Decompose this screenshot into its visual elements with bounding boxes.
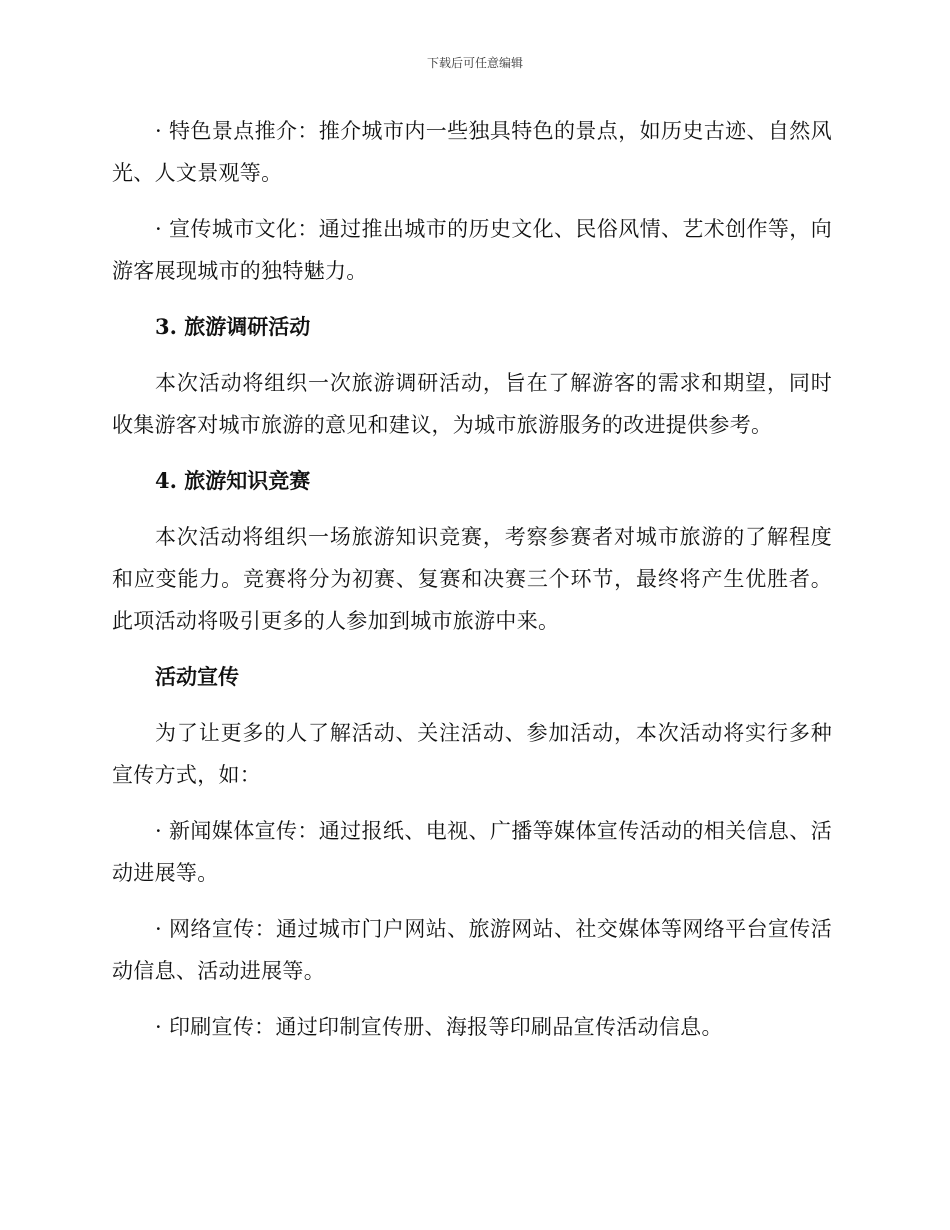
bullet-print: · 印刷宣传：通过印制宣传册、海报等印刷品宣传活动信息。 — [155, 1015, 723, 1039]
document-body — [112, 110, 832, 1062]
section-heading-quiz: 4. 旅游知识竞赛 — [155, 468, 311, 493]
paragraph-quiz: 本次活动将组织一场旅游知识竞赛，考察参赛者对城市旅游的了解程度和应变能力。竞赛将分为初赛、复赛和决赛三个环节，最终将产生优胜者。此项活动将吸引更多的人参加到城市旅游中来。 — [112, 525, 832, 633]
paragraph-promotion-intro: 为了让更多的人了解活动、关注活动、参加活动，本次活动将实行多种宣传方式，如： — [112, 721, 832, 787]
section-heading-survey: 3. 旅游调研活动 — [155, 314, 311, 339]
bullet-city-culture: · 宣传城市文化：通过推出城市的历史文化、民俗风情、艺术创作等，向游客展现城市的独特魅力。 — [112, 217, 832, 283]
page-header: 下载后可任意编辑 — [426, 56, 523, 70]
bullet-news-media: · 新闻媒体宣传：通过报纸、电视、广播等媒体宣传活动的相关信息、活动进展等。 — [112, 819, 832, 885]
section-heading-promotion: 活动宣传 — [155, 664, 239, 689]
bullet-featured-attractions: · 特色景点推介：推介城市内一些独具特色的景点，如历史古迹、自然风光、人文景观等。 — [112, 119, 832, 185]
paragraph-survey: 本次活动将组织一次旅游调研活动，旨在了解游客的需求和期望，同时收集游客对城市旅游的意见和建议，为城市旅游服务的改进提供参考。 — [112, 371, 832, 437]
bullet-online: · 网络宣传：通过城市门户网站、旅游网站、社交媒体等网络平台宣传活动信息、活动进展等。 — [112, 917, 832, 983]
